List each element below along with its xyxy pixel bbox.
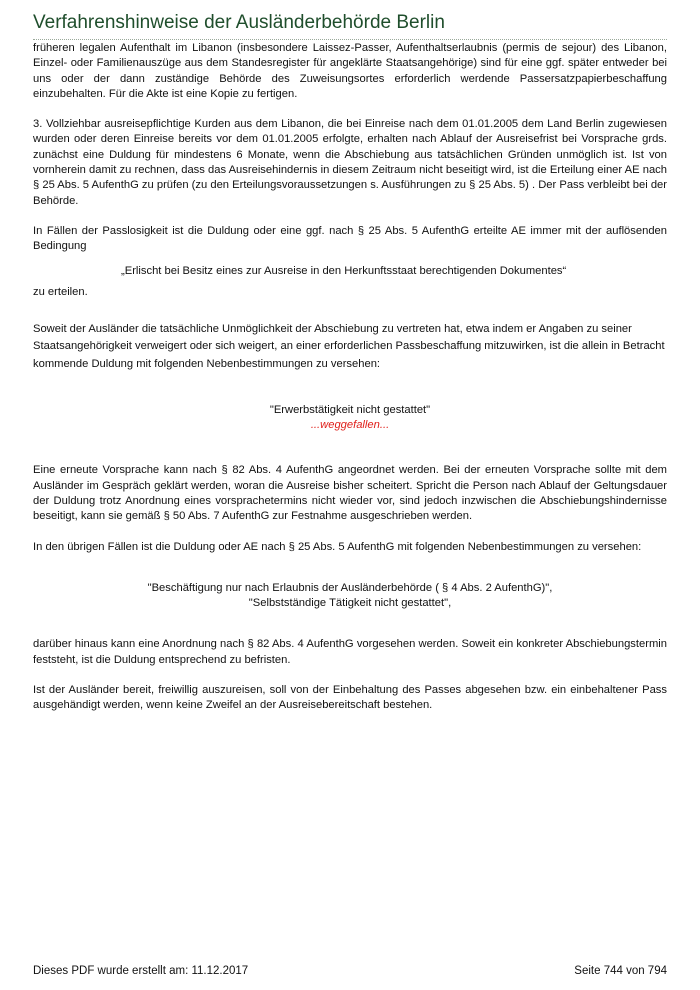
paragraph-order: darüber hinaus kann eine Anordnung nach § 82 Abs. 4 AufenthG vorgesehen werden. Soweit ein konkreter Abschiebungstermin feststeht, ist die Duldung entsprechend zu befristen.: [33, 638, 667, 666]
document-body: [33, 41, 667, 714]
page-header: [33, 10, 667, 40]
paragraph-passport-documents: früheren legalen Aufenthalt im Libanon (insbesondere Laissez-Passer, Aufenthaltserlaubnis (permis de sejour) des Libanon, Einzel- oder Familienauszüge aus dem Standesregister für angeklärte Staatsangehörige) sind für eine ggf. später entweder bei uns oder der dann zuständige Behörde des Zuweisungsortes erforderlich werdende Passersatzpapierbeschaffung einzubehalten. Für die Akte ist eine Kopie zu fertigen.: [33, 42, 667, 100]
quote-employment: "Erwerbstätigkeit nicht gestattet": [269, 403, 431, 416]
paragraph-voluntary-departure: Ist der Ausländer bereit, freiwillig auszureisen, soll von der Einbehaltung des Passes abgesehen bzw. ein einbehaltener Pass ausgehändigt werden, wenn keine Zweifel an der Ausreisebereitschaft bestehen.: [33, 684, 667, 712]
quote-condition: „Erlischt bei Besitz eines zur Ausreise in den Herkunftsstaat berechtigenden Dokumentes“: [121, 264, 567, 277]
paragraph-other-cases: In den übrigen Fällen ist die Duldung oder AE nach § 25 Abs. 5 AufenthG mit folgenden Nebenbestimmungen zu versehen:: [33, 540, 642, 553]
paragraph-responsibility: Soweit der Ausländer die tatsächliche Unmöglichkeit der Abschiebung zu vertreten hat, etwa indem er Angaben zu seiner Staatsangehörigkeit verweigert oder sich weigert, an einer erforderlichen Passbeschaffung mitzuwirken, ist die allein in Betracht kommende Duldung mit folgenden Nebenbestimmungen zu versehen:: [33, 323, 665, 370]
paragraph-passlessness: In Fällen der Passlosigkeit ist die Duldung oder eine ggf. nach § 25 Abs. 5 AufenthG erteilte AE immer mit der auflösenden Bedingung: [33, 224, 667, 253]
paragraph-issue: zu erteilen.: [33, 285, 88, 298]
paragraph-kurds-lebanon: 3. Vollziehbar ausreisepflichtige Kurden aus dem Libanon, die bei Einreise nach dem 01.01.2005 dem Land Berlin zugewiesen wurden oder deren Einreise bereits vor dem 01.01.2005 erfolgte, erhalten nach Ablauf der Ausreisefrist bei Vorsprache grds. zunächst eine Duldung für mindestens 6 Monate, wenn die Abschiebung aus tatsächlichen Gründen unmöglich ist. Ist von vornherein damit zu rechnen, dass das Ausreisehindernis in diesem Zeitraum nicht beseitigt wird, ist die Erteilung einer AE nach § 25 Abs. 5 AufenthG zu prüfen (zu den Erteilungsvoraussetzungen s. Ausführungen zu § 25 Abs. 5) . Der Pass verbleibt bei der Behörde.: [33, 118, 667, 207]
page-title: Verfahrenshinweise der Ausländerbehörde Berlin: [33, 12, 445, 33]
paragraph-repeat-appointment: Eine erneute Vorsprache kann nach § 82 Abs. 4 AufenthG angeordnet werden. Bei der erneuten Vorsprache sollte mit dem Ausländer im Gespräch geklärt werden, woran die Ausreise bisher scheitert. Spricht die Person nach Ablauf der Geltungsdauer der Duldung trotz Anordnung eines vorsprachetermins nicht wieder vor, sind jedoch inzwischen die Abschiebungshindernisse beseitigt, kann sie gemäß § 50 Abs. 7 AufenthG zur Festnahme ausgeschrieben werden.: [33, 464, 667, 523]
quote-self-employment: "Selbstständige Tätigkeit nicht gestattet",: [248, 597, 452, 610]
header-divider: [33, 39, 667, 40]
quote-employment-permit: "Beschäftigung nur nach Erlaubnis der Ausländerbehörde ( § 4 Abs. 2 AufenthG)",: [147, 581, 553, 594]
removed-note: ...weggefallen...: [310, 419, 390, 432]
page-number: Seite 744 von 794: [574, 965, 667, 977]
creation-date: Dieses PDF wurde erstellt am: 11.12.2017: [33, 965, 249, 977]
